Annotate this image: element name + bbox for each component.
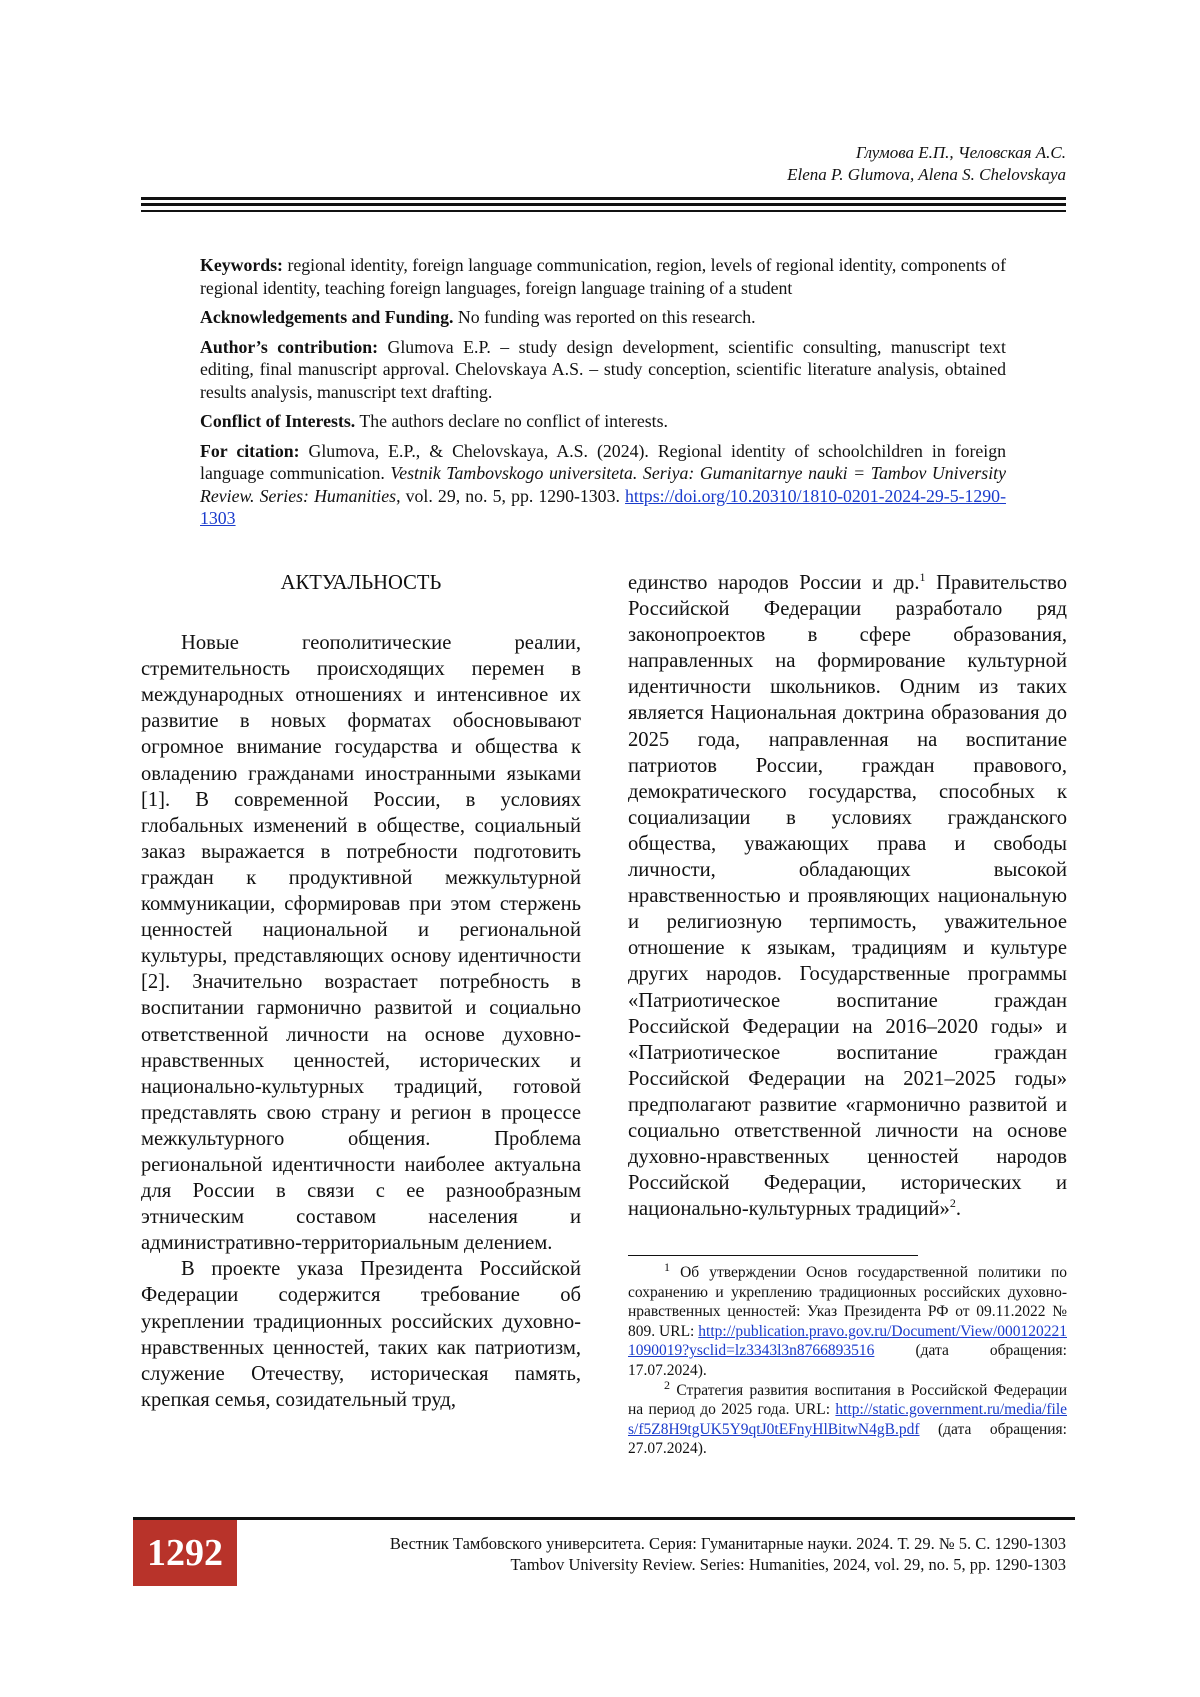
footnote-2-link[interactable]: http://static.government.ru/media/files/f5Z8H9tgUK5Y9qtJ0tEFnyHlBitwN4gB.pdf xyxy=(628,1401,1067,1438)
citation-label: For citation: xyxy=(200,440,300,461)
footnote-2-mark: 2 xyxy=(664,1377,670,1392)
citation-text: Glumova, E.P., & Chelovskaya, A.S. (2024). Regional identity of schoolchildren in foreign language communication. xyxy=(200,440,1006,483)
right-column xyxy=(628,570,1067,1222)
footnotes xyxy=(628,1259,1067,1459)
doi-link[interactable]: https://doi.org/10.20310/1810-0201-2024-29-5-1290-1303 xyxy=(200,485,1006,528)
footnote-2-date: (дата обращения: 27.07.2024). xyxy=(628,1420,1067,1458)
running-header xyxy=(787,142,1066,186)
paragraph-2: В проекте указа Президента Российской Федерации содержится требование об укреплении традиционных российских духовно-нравственных ценностей, таких как патриотизм, служение Отечеству, историческая память, крепкая семья, созидательный труд, xyxy=(141,1258,581,1411)
footnote-2 xyxy=(628,1377,1067,1459)
footer-line-ru: Вестник Тамбовского университета. Серия: Гуманитарные науки. 2024. Т. 29. № 5. С. 1290-1303 xyxy=(389,1534,1066,1553)
journal-footer xyxy=(390,1533,1066,1575)
footnote-1-text: Об утверждении Основ государственной политики по сохранению и укреплению традиционных российских духовно-нравственных ценностей: Указ Президента РФ от 09.11.2022 № 809. URL: xyxy=(628,1264,1067,1340)
contribution-text: Glumova E.P. – study design development, scientific consulting, manuscript text editing, final manuscript approval. Chelovskaya A.S. – study conception, scientific literature analysis, obtained results analysis, manuscript text drafting. xyxy=(200,336,1006,402)
footnote-1 xyxy=(628,1259,1067,1381)
paragraph-3 xyxy=(628,570,1067,1222)
header-rule-top xyxy=(141,197,1066,200)
acknowledgements xyxy=(200,306,1006,329)
page-number: 1292 xyxy=(133,1520,237,1586)
paragraph-1: Новые геополитические реалии, стремительность происходящих перемен в международных отношениях и интенсивное их развитие в новых форматах обосновывают огромное внимание государства и общества к овладению гражданами иностранными языками [1]. В современной России, в условиях глобальных изменений в обществе, социальный заказ выражается в потребности подготовить граждан к продуктивной межкультурной коммуникации, сформировав при этом стержень ценностей национальной и региональной культуры, представляющих основу идентичности [2]. Значительно возрастает потребность в воспитании гармонично развитой и социально ответственной личности на основе духовно-нравственных ценностей, исторических и национально-культурных традиций, готовой представлять свою страну и регион в процессе межкультурного общения. Проблема региональной идентичности наиболее актуальна для России в связи с ее разнообразным этническим составом населения и административно-территориальным делением. xyxy=(141,632,581,1255)
header-authors-ru: Глумова Е.П., Человская А.С. xyxy=(855,143,1066,162)
section-heading: АКТУАЛЬНОСТЬ xyxy=(280,572,442,594)
citation xyxy=(200,440,1006,530)
acknowledgements-text: No funding was reported on this research. xyxy=(453,307,756,327)
contribution-label: Author’s contribution: xyxy=(200,336,379,357)
header-rule-middle xyxy=(141,203,1066,206)
conflict-text: The authors declare no conflict of interests. xyxy=(355,411,668,431)
footer-line-en: Tambov University Review. Series: Humanities, 2024, vol. 29, no. 5, pp. 1290-1303 xyxy=(510,1555,1066,1574)
conflict-of-interests xyxy=(200,410,1006,433)
footnote-2-text: Стратегия развития воспитания в Российской Федерации на период до 2025 года. URL: xyxy=(628,1381,1067,1419)
article-metadata xyxy=(200,254,1006,537)
footnote-1-mark: 1 xyxy=(664,1259,670,1274)
header-rule-bottom xyxy=(141,210,1066,212)
citation-journal: Vestnik Tambovskogo universiteta. Seriya: Gumanitarnye nauki = Tambov University Review. Series: Humanities xyxy=(200,463,1006,506)
author-contribution xyxy=(200,336,1006,404)
citation-volume: , vol. 29, no. 5, pp. 1290-1303. xyxy=(396,485,626,506)
header-authors-en: Elena P. Glumova, Alena S. Chelovskaya xyxy=(787,165,1066,184)
conflict-label: Conflict of Interests. xyxy=(200,411,356,431)
footnote-ref-2[interactable]: 2 xyxy=(949,1196,956,1211)
footnote-1-link[interactable]: http://publication.pravo.gov.ru/Document/View/0001202211090019?ysclid=lz3343l3n8766893516 xyxy=(628,1322,1067,1360)
footnote-ref-1[interactable]: 1 xyxy=(919,570,926,585)
paragraph-3-body: Правительство Российской Федерации разработало ряд законопроектов в сфере образования, направленных на формирование культурной идентичности школьников. Одним из таких является Национальная доктрина образования до 2025 года, направленная на воспитание патриотов России, граждан правового, демократического государства, способных к социализации в условиях гражданского общества, уважающих права и свободы личности, обладающих высокой нравственностью и проявляющих национальную и религиозную терпимость, уважительное отношение к языкам, традициям и культуре других народов. Государственные программы «Патриотическое воспитание граждан Российской Федерации на 2016–2020 годы» и «Патриотическое воспитание граждан Российской Федерации на 2021–2025 годы» предполагают развитие «гармонично развитой и социально ответственной личности на основе духовно-нравственных ценностей народов Российской Федерации, исторических и национально-культурных традиций» xyxy=(628,572,1067,1221)
footnote-divider xyxy=(628,1255,918,1256)
keywords-text: regional identity, foreign language communication, region, levels of regional identity, components of regional identity, teaching foreign languages, foreign language training of a student xyxy=(200,255,1006,298)
footnote-1-date: (дата обращения: 17.07.2024). xyxy=(628,1342,1067,1379)
acknowledgements-label: Acknowledgements and Funding. xyxy=(200,307,454,327)
paragraph-3-start: единство народов России и др. xyxy=(628,572,920,594)
left-column xyxy=(141,570,581,1413)
keywords-label: Keywords: xyxy=(200,255,283,275)
keywords xyxy=(200,254,1006,299)
footer-rule xyxy=(133,1517,1075,1520)
paragraph-3-end: . xyxy=(955,1198,962,1221)
